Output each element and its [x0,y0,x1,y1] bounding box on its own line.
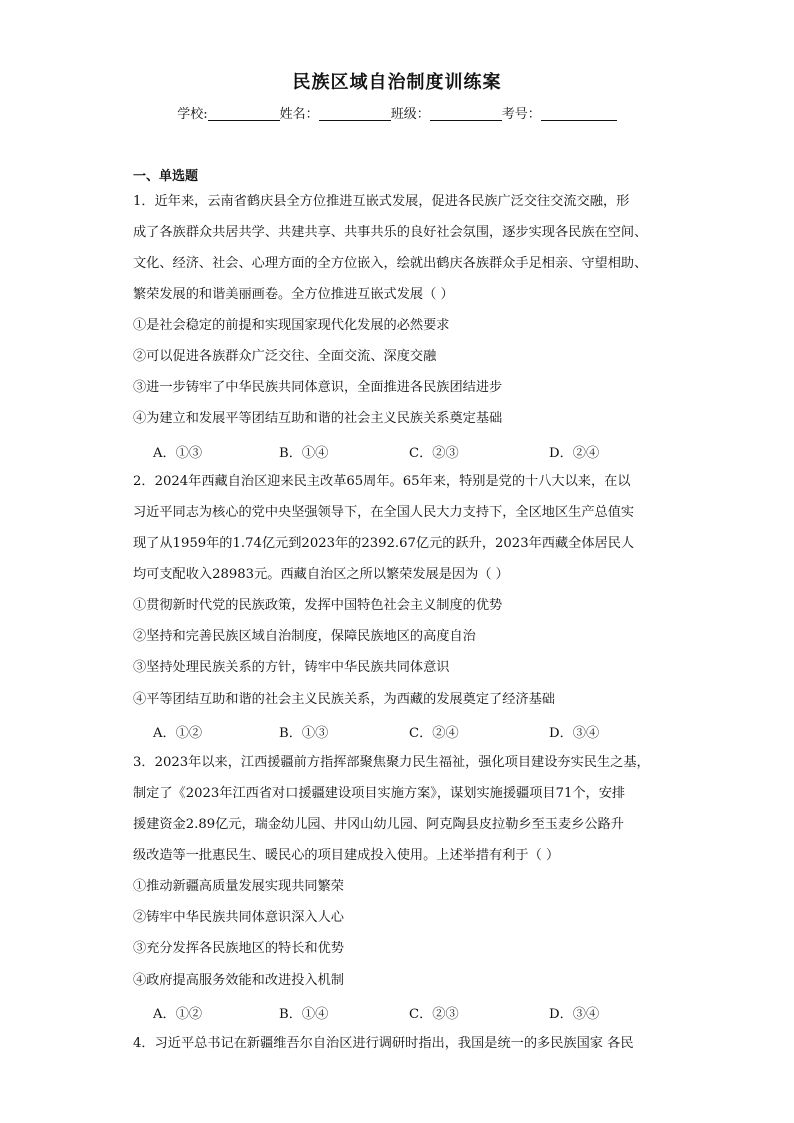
page-title: 民族区域自治制度训练案 [292,72,502,93]
question-line: 成了各族群众共居共学、共建共享、共事共乐的良好社会氛围，逐步实现各民族在空间、 [133,225,648,240]
choice-b[interactable]: B．①④ [279,446,329,461]
exam-number-field[interactable] [541,106,617,121]
choice-a[interactable]: A．①② [153,1007,203,1022]
question-2-statement: ③坚持处理民族关系的方针，铸牢中华民族共同体意识 [133,660,450,675]
question-1-statement: ③进一步铸牢了中华民族共同体意识，全面推进各民族团结进步 [133,380,503,395]
question-2-statement: ②坚持和完善民族区域自治制度，保障民族地区的高度自治 [133,629,476,644]
choice-d[interactable]: D．③④ [549,726,600,741]
question-line: 2．2024年西藏自治区迎来民主改革65周年。65年来，特别是党的十八大以来，在以 [133,474,631,489]
name-label: 姓名： [279,107,319,122]
choice-c[interactable]: C．②③ [409,446,459,461]
question-3-stem [133,747,661,871]
question-line: 制定了《2023年江西省对口援疆建设项目实施方案》，谋划实施援疆项目71个，安排 [133,786,626,801]
question-3-statement: ③充分发挥各民族地区的特长和优势 [133,941,344,956]
choice-a[interactable]: A．①③ [153,446,203,461]
name-field[interactable] [319,106,391,121]
question-3-statement: ①推动新疆高质量发展实现共同繁荣 [133,879,344,894]
question-1-stem [133,186,661,310]
exam-number-label: 考号： [501,107,541,122]
question-2-statement: ①贯彻新时代党的民族政策，发挥中国特色社会主义制度的优势 [133,598,503,613]
question-line: 1．近年来，云南省鹤庆县全方位推进互嵌式发展，促进各民族广泛交往交流交融，形 [133,194,630,209]
question-line: 均可支配收入28983元。西藏自治区之所以繁荣发展是因为（ ） [133,567,509,582]
question-1-statement: ①是社会稳定的前提和实现国家现代化发展的必然要求 [133,318,450,333]
question-line: 习近平同志为核心的党中央坚强领导下，在全国人民大力支持下，全区地区生产总值实 [133,505,635,520]
question-4-stem [133,1028,661,1059]
question-line: 3．2023年以来，江西援疆前方指挥部聚焦聚力民生福祉，强化项目建设夯实民生之基， [133,755,650,770]
choice-c[interactable]: C．②③ [409,1007,459,1022]
class-label: 班级： [390,107,430,122]
question-3-statement: ④政府提高服务效能和改进投入机制 [133,973,344,988]
choice-b[interactable]: B．①③ [279,726,329,741]
school-field[interactable] [208,106,280,121]
question-line: 援建资金2.89亿元，瑞金幼儿园、井冈山幼儿园、阿克陶县皮拉勒乡至玉麦乡公路升 [133,817,624,832]
student-info-line [0,103,794,122]
section-heading: 一、单选题 [133,169,199,184]
question-1-statement: ④为建立和发展平等团结互助和谐的社会主义民族关系奠定基础 [133,411,503,426]
question-1-statement: ②可以促进各族群众广泛交往、全面交流、深度交融 [133,349,437,364]
question-2-stem [133,466,661,590]
class-field[interactable] [430,106,502,121]
school-label: 学校: [177,107,208,122]
choice-d[interactable]: D．②④ [549,446,600,461]
question-line: 文化、经济、社会、心理方面的全方位嵌入，绘就出鹤庆各族群众手足相亲、守望相助、 [133,256,648,271]
question-3-statement: ②铸牢中华民族共同体意识深入人心 [133,910,344,925]
question-line: 4．习近平总书记在新疆维吾尔自治区进行调研时指出，我国是统一的多民族国家 各民 [133,1036,634,1051]
question-line: 级改造等一批惠民生、暖民心的项目建成投入使用。上述举措有利于（ ） [133,848,560,863]
question-2-statement: ④平等团结互助和谐的社会主义民族关系，为西藏的发展奠定了经济基础 [133,692,555,707]
question-line: 繁荣发展的和谐美丽画卷。全方位推进互嵌式发展（ ） [133,287,454,302]
choice-d[interactable]: D．③④ [549,1007,600,1022]
question-line: 现了从1959年的1.74亿元到2023年的2392.67亿元的跃升，2023年西藏全体居民人 [133,536,635,551]
choice-a[interactable]: A．①② [153,726,203,741]
choice-c[interactable]: C．②④ [409,726,459,741]
choice-b[interactable]: B．①④ [279,1007,329,1022]
